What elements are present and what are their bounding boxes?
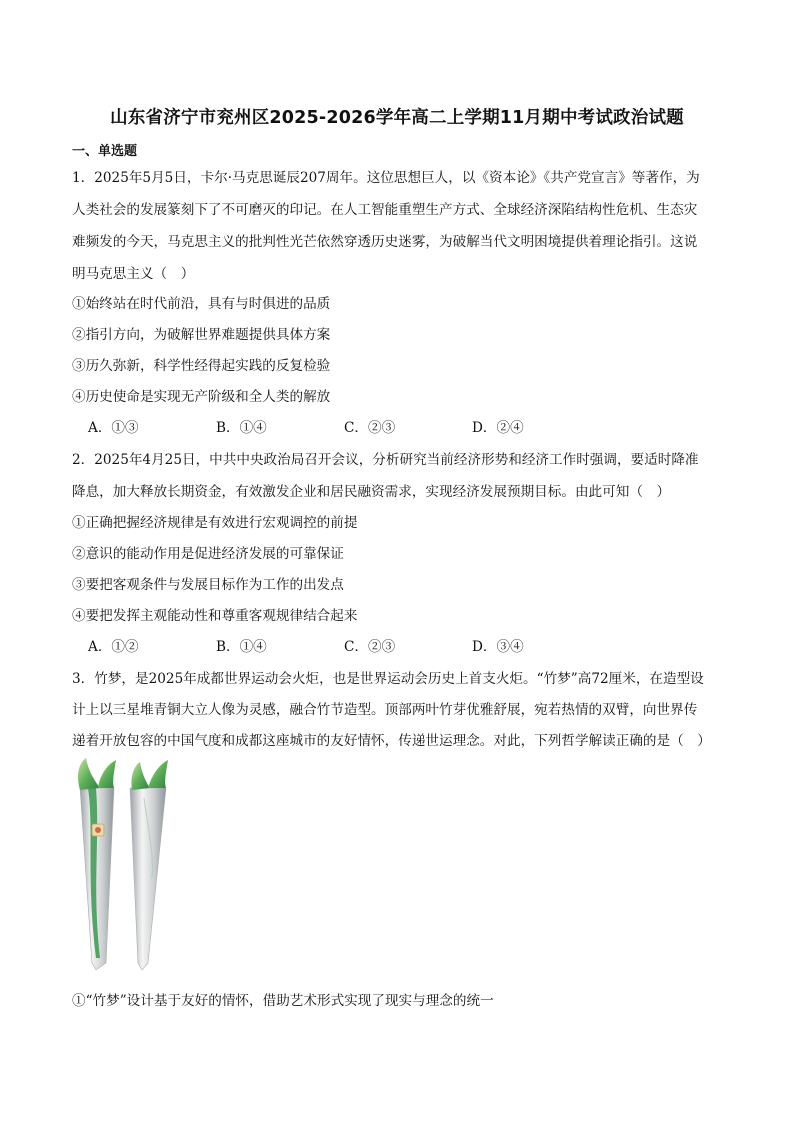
section-heading: 一、单选题: [72, 144, 138, 159]
q1-option-b[interactable]: B．①④: [216, 420, 267, 436]
q2-item: ③要把客观条件与发展目标作为工作的出发点: [72, 577, 344, 593]
q2-option-c[interactable]: C．②③: [344, 639, 396, 655]
q2-line: 2．2025年4月25日，中共中央政治局召开会议，分析研究当前经济形势和经济工作时强调，要适时降准: [72, 452, 699, 468]
q1-option-c[interactable]: C．②③: [344, 420, 396, 436]
q2-option-d[interactable]: D．③④: [472, 639, 524, 655]
q2-item: ①正确把握经济规律是有效进行宏观调控的前提: [72, 515, 358, 531]
q1-option-d[interactable]: D．②④: [472, 420, 524, 436]
q2-option-a[interactable]: A．①②: [88, 639, 139, 655]
q1-item: ②指引方向，为破解世界难题提供具体方案: [72, 327, 331, 343]
q2-item: ④要把发挥主观能动性和尊重客观规律结合起来: [72, 608, 358, 624]
q1-options: [88, 416, 600, 436]
q1-line: 明马克思主义（ ）: [72, 266, 195, 282]
q2-item: ②意识的能动作用是促进经济发展的可靠保证: [72, 546, 344, 562]
q3-line: 计上以三星堆青铜大立人像为灵感，融合竹节造型。顶部两叶竹芽优雅舒展，宛若热情的双臂，向世界传: [72, 702, 698, 718]
q1-item: ①始终站在时代前沿，具有与时俱进的品质: [72, 296, 331, 312]
torch-figure: [74, 758, 174, 972]
page-title: 山东省济宁市兖州区2025-2026学年高二上学期11月期中考试政治试题: [110, 108, 684, 128]
q3-line: 递着开放包容的中国气度和成都这座城市的友好情怀，传递世运理念。对此，下列哲学解读正确的是（ ）: [72, 733, 711, 749]
q2-line: 降息，加大释放长期资金，有效激发企业和居民融资需求，实现经济发展预期目标。由此可知（ ）: [72, 484, 671, 500]
q1-line: 难频发的今天，马克思主义的批判性光芒依然穿透历史迷雾，为破解当代文明困境提供着理论指引。这说: [72, 234, 698, 250]
q1-line: 人类社会的发展篆刻下了不可磨灭的印记。在人工智能重塑生产方式、全球经济深陷结构性危机、生态灾: [72, 202, 698, 218]
q1-item: ④历史使命是实现无产阶级和全人类的解放: [72, 389, 331, 405]
q3-line: 3．竹梦，是2025年成都世界运动会火炬，也是世界运动会历史上首支火炬。“竹梦”高72厘米，在造型设: [72, 671, 704, 687]
q1-item: ③历久弥新，科学性经得起实践的反复检验: [72, 358, 331, 374]
q1-option-a[interactable]: A．①③: [88, 420, 139, 436]
q1-line: 1．2025年5月5日，卡尔·马克思诞辰207周年。这位思想巨人，以《资本论》《共产党宣言》等著作，为: [72, 170, 700, 186]
q2-options: [88, 635, 600, 655]
q3-item: ①“竹梦”设计基于友好的情怀，借助艺术形式实现了现实与理念的统一: [72, 993, 494, 1009]
q2-option-b[interactable]: B．①④: [216, 639, 267, 655]
